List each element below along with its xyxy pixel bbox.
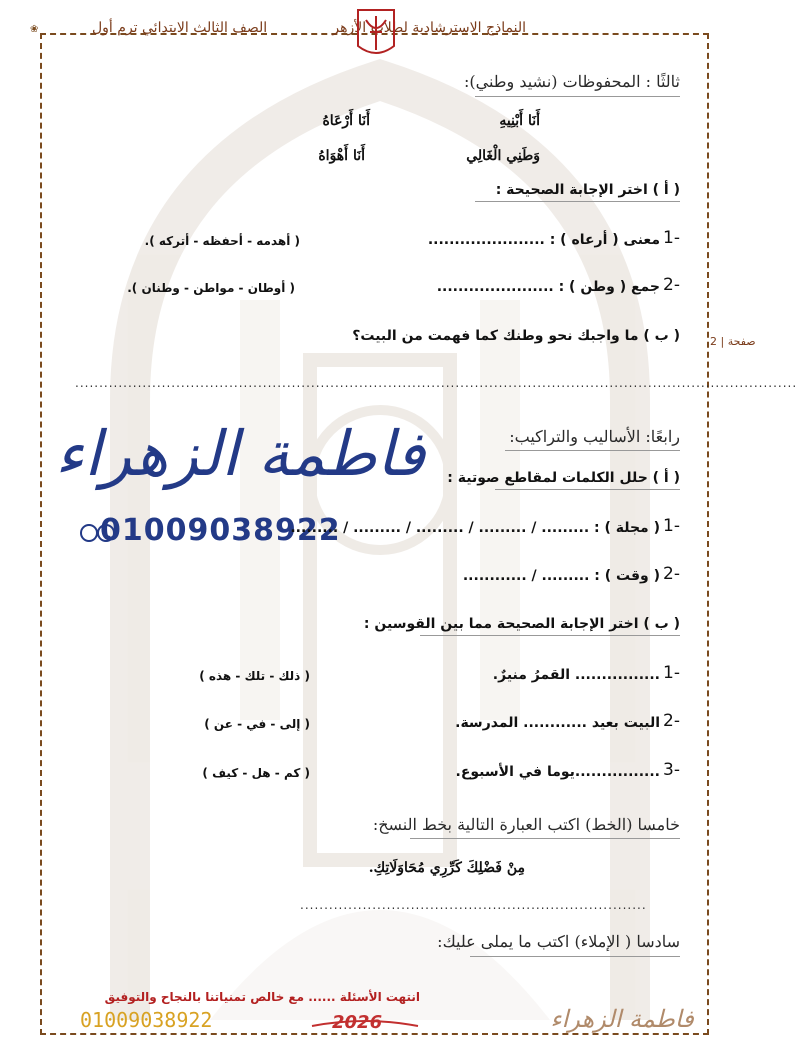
section4-part-b-label: ( ب ) اختر الإجابة الصحيحة مما بين القوسين : <box>363 616 680 632</box>
footer-logo <box>550 995 694 1040</box>
s3-q2-text: جمع ( وطن ) : ...................... <box>436 279 660 295</box>
poem-line2-left: أَنَا أَهْوَاهُ <box>318 148 365 164</box>
section3-part-b: ( ب ) ما واجبك نحو وطنك كما فهمت من البيت؟ <box>352 328 680 344</box>
s4-q1-text: ( مجلة ) : ......... / ......... / ......... / ......... / ......... <box>290 520 660 536</box>
section3-title: ثالثًا : المحفوظات (نشيد وطني): <box>463 72 680 91</box>
s4-part-b-underline <box>420 635 680 636</box>
s3-q2-options: ( أوطان - مواطن - وطنان ). <box>127 281 295 295</box>
footer-end-text: انتهت الأسئلة ...... مع خالص تمنياتنا بالنجاح والتوفيق <box>104 990 420 1004</box>
whatsapp-icon <box>80 518 116 548</box>
s4-b-q2-num: 2- <box>663 711 680 731</box>
s4-b-q3-options: ( كم - هل - كيف ) <box>202 766 310 780</box>
s4-q2-num: 2- <box>663 564 680 584</box>
section6-underline <box>470 956 680 957</box>
s3-q1-options: ( أهدمه - أحفظه - أتركه ). <box>144 234 300 248</box>
header-left-title: الصف الثالث الابتدائي ترم أول <box>92 20 268 36</box>
section4-part-a-label: ( أ ) حلل الكلمات لمقاطع صوتية : <box>447 470 680 486</box>
s3-q2-num: 2- <box>663 275 680 295</box>
header-right-title: النماذج الاسترشادية لطلاب الأزهر <box>332 20 526 36</box>
s4-b-q3-text: ................يوما في الأسبوع. <box>455 764 660 780</box>
s4-b-q2-options: ( إلى - في - عن ) <box>204 717 310 731</box>
handwriting-answer-line: ........................................................................ <box>300 898 647 912</box>
s4-b-q2-text: البيت بعيد ............ المدرسة. <box>455 715 660 731</box>
brand-logo-text: فاطمة الزهراء <box>54 417 426 490</box>
s4-q2-text: ( وقت ) : ......... / ............ <box>462 568 660 584</box>
poem-line2-right: وَطَنِي الْغَالِي <box>466 148 540 164</box>
section6-title: سادسا ( الإملاء) اكتب ما يملى عليك: <box>437 932 680 951</box>
section3-underline <box>475 96 680 97</box>
s4-q1-num: 1- <box>663 516 680 536</box>
section3-part-a-label: ( أ ) اختر الإجابة الصحيحة : <box>495 182 680 198</box>
section5-title: خامسا (الخط) اكتب العبارة التالية بخط النسخ: <box>372 815 680 834</box>
corner-ornament-icon: ❀ <box>30 24 39 35</box>
answer-line: ...................................................................................................................................................... <box>75 376 797 390</box>
s4-part-a-underline <box>495 489 680 490</box>
s3-q1-text: معنى ( أرعاه ) : ...................... <box>427 232 660 248</box>
year-swoosh-icon <box>310 1016 420 1032</box>
s4-b-q1-options: ( ذلك - تلك - هذه ) <box>199 669 310 683</box>
part-a-underline <box>475 201 680 202</box>
s4-b-q3-num: 3- <box>663 760 680 780</box>
footer-phone: 01009038922 <box>80 1008 213 1032</box>
section4-underline <box>505 450 680 451</box>
section5-underline <box>410 838 680 839</box>
section4-title: رابعًا: الأساليب والتراكيب: <box>509 427 680 446</box>
emblem-icon <box>352 6 400 60</box>
brand-phone: 01009038922 <box>100 513 341 548</box>
s4-b-q1-num: 1- <box>663 663 680 683</box>
page-number: صفحة | 2 <box>710 335 756 348</box>
footer-year: 2026 <box>332 1012 383 1033</box>
s3-q1-num: 1- <box>663 228 680 248</box>
footer-logo-text: فاطمة الزهراء <box>550 1005 694 1033</box>
poem-line1-right: أَنَا أَبْنِيهِ <box>499 113 540 129</box>
s4-b-q1-text: ................ القمرُ منيرٌ. <box>492 667 660 683</box>
poem-line1-left: أَنَا أَرْعَاهُ <box>322 113 370 129</box>
handwriting-phrase: مِنْ فَضْلِكَ كَرِّرِي مُحَاوَلَاتِكِ. <box>368 860 525 876</box>
